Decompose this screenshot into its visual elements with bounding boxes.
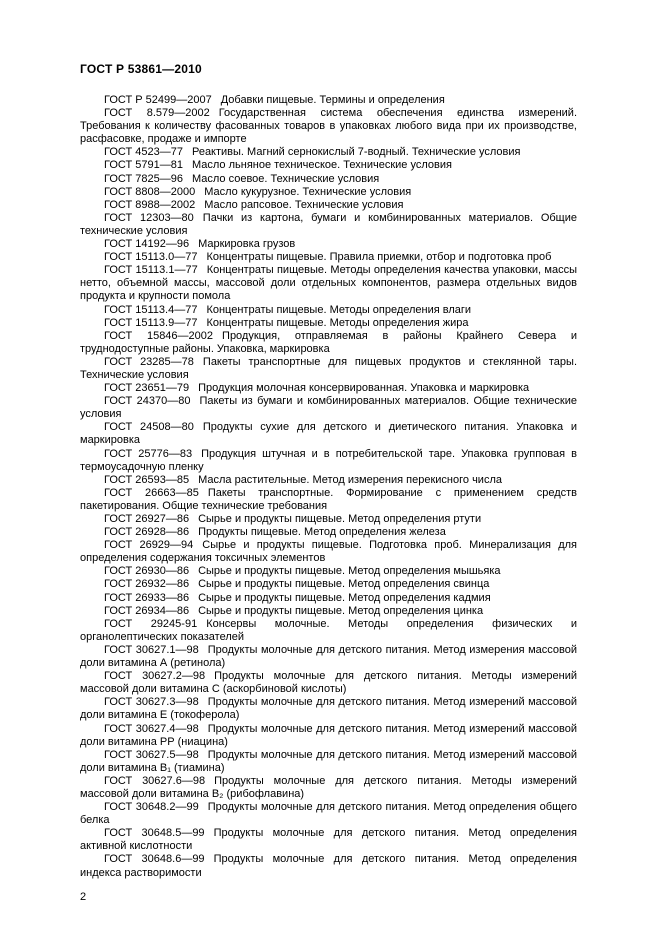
references-list (80, 94, 577, 880)
reference-text: Концентраты пищевые. Методы определения качества упаковки, массы нетто, объемной массы, массовой доли отдельных компонентов, размера отдельных видов продукта и крупности помола (80, 264, 577, 303)
reference-code: ГОСТ 26593—85 (104, 473, 190, 486)
reference-text: Реактивы. Магний сернокислый 7-водный. Технические условия (191, 146, 521, 159)
reference-text: Сырье и продукты пищевые. Метод определения кадмия (198, 591, 491, 604)
reference-code: ГОСТ 30627.6—98 (104, 774, 206, 787)
reference-text: Пакеты транспортные. Формирование с применением средств пакетирования. Общие технические требования (80, 486, 577, 512)
reference-code: ГОСТ 30648.6—99 (104, 853, 205, 866)
reference-text: Масло льняное техническое. Технические условия (191, 159, 452, 172)
reference-code: ГОСТ 25776—83 (104, 447, 193, 460)
reference-code: ГОСТ Р 52499—2007 (104, 94, 212, 106)
reference-code: ГОСТ 26932—86 (104, 578, 190, 591)
reference-code: ГОСТ 24508—80 (104, 421, 194, 434)
reference-code: ГОСТ 15113.0—77 (104, 251, 198, 264)
reference-text: Масло кукурузное. Технические условия (204, 185, 412, 198)
reference-item (80, 146, 577, 159)
reference-code: ГОСТ 8.579—2002 (104, 107, 210, 120)
reference-code: ГОСТ 26933—86 (104, 591, 190, 604)
reference-text: Сырье и продукты пищевые. Подготовка проб. Минерализация для определения содержания токсичных элементов (80, 539, 577, 565)
reference-code: ГОСТ 30627.4—98 (104, 722, 199, 735)
reference-code: ГОСТ 26929—94 (104, 539, 194, 552)
reference-text: Продукты пищевые. Метод определения железа (198, 526, 446, 539)
reference-item (80, 644, 577, 670)
reference-text: Продукция молочная консервированная. Упаковка и маркировка (198, 382, 530, 395)
reference-item (80, 186, 577, 199)
reference-item (80, 304, 577, 317)
reference-text: Государственная система обеспечения единства измерений. Требования к количеству фасованных товаров в упаковках любого вида при их производстве, расфасовке, продаже и импорте (80, 107, 578, 146)
reference-text: Продукты молочные для детского питания. Метод измерения массовой доли витамина А (ретинола) (80, 643, 577, 670)
reference-code: ГОСТ 23651—79 (104, 382, 190, 395)
reference-item (80, 317, 577, 330)
reference-item (80, 448, 577, 474)
reference-code: ГОСТ 30627.3—98 (104, 696, 199, 709)
reference-text: Пакеты транспортные для пищевых продуктов и стеклянной тары. Технические условия (80, 355, 578, 381)
reference-item (80, 539, 577, 565)
reference-item (80, 513, 577, 526)
reference-text: Сырье и продукты пищевые. Метод определения свинца (198, 578, 490, 591)
reference-text: Сырье и продукты пищевые. Метод определения мышьяка (198, 565, 501, 578)
reference-item (80, 159, 577, 172)
reference-item (80, 618, 577, 644)
reference-item (80, 330, 577, 356)
reference-text: Продукция, отправляемая в районы Крайнего Севера и труднодоступные районы. Упаковка, маркировка (80, 329, 577, 355)
reference-code: ГОСТ 15113.4—77 (104, 303, 198, 316)
reference-item (80, 723, 577, 749)
reference-text: Продукты молочные для детского питания. Метод измерений массовой доли витамина Е (токоферола) (80, 696, 578, 722)
reference-item (80, 395, 577, 421)
reference-text: Продукция штучная и в потребительской таре. Упаковка групповая в термоусадочную пленку (80, 447, 577, 473)
reference-text: Продукты молочные для детского питания. Метод измерений массовой доли витамина РР (ниацина) (80, 722, 578, 748)
reference-text: Консервы молочные. Методы определения физических и органолептических показателей (80, 617, 577, 643)
reference-item (80, 592, 577, 605)
reference-text: Продукты молочные для детского питания. Метод определения активной кислотности (80, 827, 578, 853)
reference-item (80, 421, 577, 447)
reference-item (80, 605, 577, 618)
reference-item (80, 827, 577, 853)
reference-item (80, 853, 577, 879)
reference-item (80, 670, 577, 696)
reference-text: Масло соевое. Технические условия (191, 172, 380, 185)
reference-item (80, 251, 577, 264)
reference-item (80, 264, 577, 303)
reference-code: ГОСТ 4523—77 (104, 146, 183, 159)
reference-code: ГОСТ 14192—96 (104, 238, 190, 251)
reference-code: ГОСТ 26928—86 (104, 526, 190, 539)
reference-code: ГОСТ 15846—2002 (104, 329, 214, 342)
reference-item (80, 199, 577, 212)
reference-item (80, 487, 577, 513)
reference-text: Масло рапсовое. Технические условия (204, 198, 404, 211)
reference-item (80, 94, 577, 107)
reference-text: Сырье и продукты пищевые. Метод определения ртути (198, 513, 482, 525)
reference-item (80, 173, 577, 186)
reference-code: ГОСТ 15113.9—77 (104, 316, 198, 329)
reference-text: Продукты молочные для детского питания. Методы измерений массовой доли витамина С (аскорбиновой кислоты) (80, 670, 578, 696)
reference-text: Продукты молочные для детского питания. Метод определения общего белка (80, 801, 577, 827)
reference-code: ГОСТ 24370—80 (104, 395, 191, 408)
page-number: 2 (80, 890, 87, 903)
reference-code: ГОСТ 26663—85 (104, 486, 199, 499)
reference-item (80, 696, 577, 722)
reference-code: ГОСТ 30648.5—99 (104, 827, 205, 840)
reference-code: ГОСТ 30627.5—98 (104, 748, 199, 761)
reference-text: Продукты молочные для детского питания. Метод определения индекса растворимости (80, 853, 578, 879)
reference-code: ГОСТ 8988—2002 (104, 198, 196, 211)
reference-item (80, 526, 577, 539)
reference-code: ГОСТ 30627.2—98 (104, 670, 206, 683)
reference-code: ГОСТ 26930—86 (104, 565, 190, 578)
reference-text: Концентраты пищевые. Методы определения жира (206, 316, 469, 329)
reference-item (80, 775, 577, 801)
reference-text: Концентраты пищевые. Правила приемки, отбор и подготовка проб (206, 251, 552, 264)
reference-code: ГОСТ 29245-91 (104, 617, 198, 630)
reference-item (80, 382, 577, 395)
reference-code: ГОСТ 15113.1—77 (104, 264, 198, 277)
reference-item (80, 749, 577, 775)
reference-code: ГОСТ 26934—86 (104, 604, 190, 617)
reference-code: ГОСТ 30648.2—99 (104, 801, 199, 814)
reference-item (80, 356, 577, 382)
reference-code: ГОСТ 12303—80 (104, 211, 194, 224)
reference-text: Продукты молочные для детского питания. Метод измерений массовой доли витамина В₁ (тиамина) (80, 748, 578, 774)
reference-item (80, 578, 577, 591)
reference-text: Концентраты пищевые. Методы определения влаги (206, 303, 472, 316)
reference-item (80, 238, 577, 251)
reference-text: Масла растительные. Метод измерения перекисного числа (198, 473, 502, 486)
reference-item (80, 212, 577, 238)
reference-code: ГОСТ 8808—2000 (104, 185, 196, 198)
reference-text: Продукты молочные для детского питания. Методы измерений массовой доли витамина В₂ (рибофлавина) (80, 774, 578, 800)
reference-code: ГОСТ 30627.1—98 (104, 643, 199, 656)
page-title: ГОСТ Р 53861—2010 (80, 62, 202, 76)
reference-code: ГОСТ 7825—96 (104, 172, 183, 185)
reference-text: Добавки пищевые. Термины и определения (220, 94, 445, 106)
reference-code: ГОСТ 23285—78 (104, 355, 194, 368)
reference-text: Продукты сухие для детского и диетического питания. Упаковка и маркировка (80, 421, 577, 447)
reference-text: Пачки из картона, бумаги и комбинированных материалов. Общие технические условия (80, 211, 577, 237)
reference-item (80, 474, 577, 487)
reference-code: ГОСТ 26927—86 (104, 513, 190, 525)
reference-code: ГОСТ 5791—81 (104, 159, 183, 172)
reference-item (80, 565, 577, 578)
reference-text: Сырье и продукты пищевые. Метод определения цинка (198, 604, 484, 617)
reference-text: Маркировка грузов (198, 238, 296, 251)
reference-item (80, 107, 577, 146)
reference-item (80, 801, 577, 827)
reference-text: Пакеты из бумаги и комбинированных материалов. Общие технические условия (80, 395, 578, 421)
